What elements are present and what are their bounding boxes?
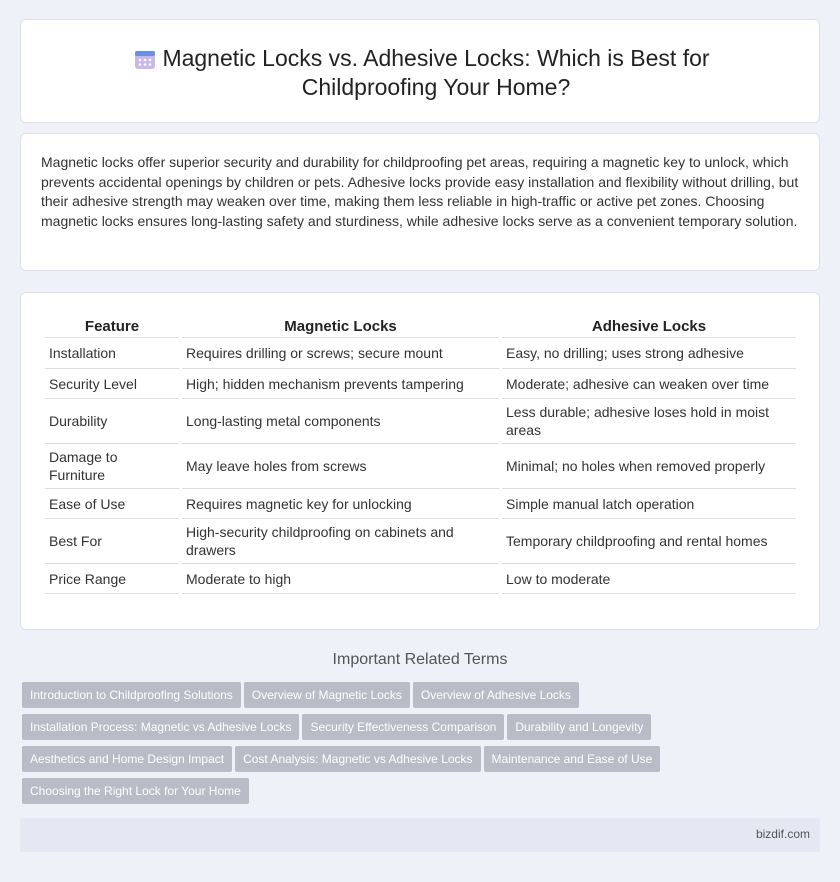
table-cell-adhesive: Minimal; no holes when removed properly bbox=[502, 444, 796, 489]
table-row bbox=[45, 564, 796, 594]
table-cell-adhesive: Easy, no drilling; uses strong adhesive bbox=[502, 338, 796, 369]
related-term-tag[interactable]: Aesthetics and Home Design Impact bbox=[22, 746, 232, 772]
table-cell-magnetic: Moderate to high bbox=[182, 564, 499, 594]
comparison-table bbox=[42, 315, 799, 594]
table-row bbox=[45, 399, 796, 444]
related-term-tag[interactable]: Security Effectiveness Comparison bbox=[302, 714, 504, 740]
table-cell-adhesive: Temporary childproofing and rental homes bbox=[502, 519, 796, 564]
header-magnetic-locks: Magnetic Locks bbox=[182, 315, 499, 338]
table-cell-feature: Best For bbox=[45, 519, 179, 564]
related-term-tag[interactable]: Overview of Magnetic Locks bbox=[244, 682, 410, 708]
table-cell-feature: Durability bbox=[45, 399, 179, 444]
table-cell-adhesive: Less durable; adhesive loses hold in moist areas bbox=[502, 399, 796, 444]
title-wrap bbox=[21, 44, 819, 102]
related-term-tag[interactable]: Choosing the Right Lock for Your Home bbox=[22, 778, 249, 804]
table-cell-feature: Damage to Furniture bbox=[45, 444, 179, 489]
related-term-tag[interactable]: Maintenance and Ease of Use bbox=[484, 746, 661, 772]
footer-site-link[interactable]: bizdif.com bbox=[755, 827, 810, 841]
related-term-tag[interactable]: Introduction to Childproofing Solutions bbox=[22, 682, 241, 708]
related-term-tag[interactable]: Durability and Longevity bbox=[507, 714, 651, 740]
related-term-tag[interactable]: Cost Analysis: Magnetic vs Adhesive Locks bbox=[235, 746, 480, 772]
table-cell-magnetic: High; hidden mechanism prevents tampering bbox=[182, 369, 499, 399]
table-cell-adhesive: Low to moderate bbox=[502, 564, 796, 594]
table-cell-magnetic: Requires magnetic key for unlocking bbox=[182, 489, 499, 519]
table-row bbox=[45, 444, 796, 489]
footer bbox=[20, 818, 820, 852]
related-term-tag[interactable]: Installation Process: Magnetic vs Adhesive Locks bbox=[22, 714, 299, 740]
related-term-tag[interactable]: Overview of Adhesive Locks bbox=[413, 682, 579, 708]
table-cell-magnetic: Long-lasting metal components bbox=[182, 399, 499, 444]
table-row bbox=[45, 519, 796, 564]
comparison-table-card bbox=[20, 292, 820, 630]
table-cell-adhesive: Simple manual latch operation bbox=[502, 489, 796, 519]
header-adhesive-locks: Adhesive Locks bbox=[502, 315, 796, 338]
table-cell-feature: Security Level bbox=[45, 369, 179, 399]
table-row bbox=[45, 369, 796, 399]
table-cell-magnetic: Requires drilling or screws; secure mount bbox=[182, 338, 499, 369]
summary-card bbox=[20, 133, 820, 271]
table-cell-magnetic: High-security childproofing on cabinets and drawers bbox=[182, 519, 499, 564]
calendar-icon bbox=[134, 48, 156, 70]
table-cell-adhesive: Moderate; adhesive can weaken over time bbox=[502, 369, 796, 399]
page-title: Magnetic Locks vs. Adhesive Locks: Which is Best for Childproofing Your Home? bbox=[162, 45, 710, 100]
table-row bbox=[45, 489, 796, 519]
table-header-row bbox=[45, 315, 796, 338]
table-row bbox=[45, 338, 796, 369]
table-cell-feature: Installation bbox=[45, 338, 179, 369]
related-terms-heading: Important Related Terms bbox=[332, 651, 508, 668]
title-card bbox=[20, 19, 820, 123]
table-cell-feature: Ease of Use bbox=[45, 489, 179, 519]
header-feature: Feature bbox=[45, 315, 179, 338]
related-terms-list bbox=[22, 682, 722, 810]
summary-text: Magnetic locks offer superior security and durability for childproofing pet areas, requiring a magnetic key to unlock, which prevents accidental openings by children or pets. Adhesive locks provide easy installation and flexibility without drilling, but their adhesive strength may weaken over time, making them less reliable in high-traffic or active pet zones. Choosing magnetic locks ensures long-lasting safety and sturdiness, while adhesive locks serve as a convenient temporary solution. bbox=[41, 154, 799, 229]
table-cell-magnetic: May leave holes from screws bbox=[182, 444, 499, 489]
table-cell-feature: Price Range bbox=[45, 564, 179, 594]
